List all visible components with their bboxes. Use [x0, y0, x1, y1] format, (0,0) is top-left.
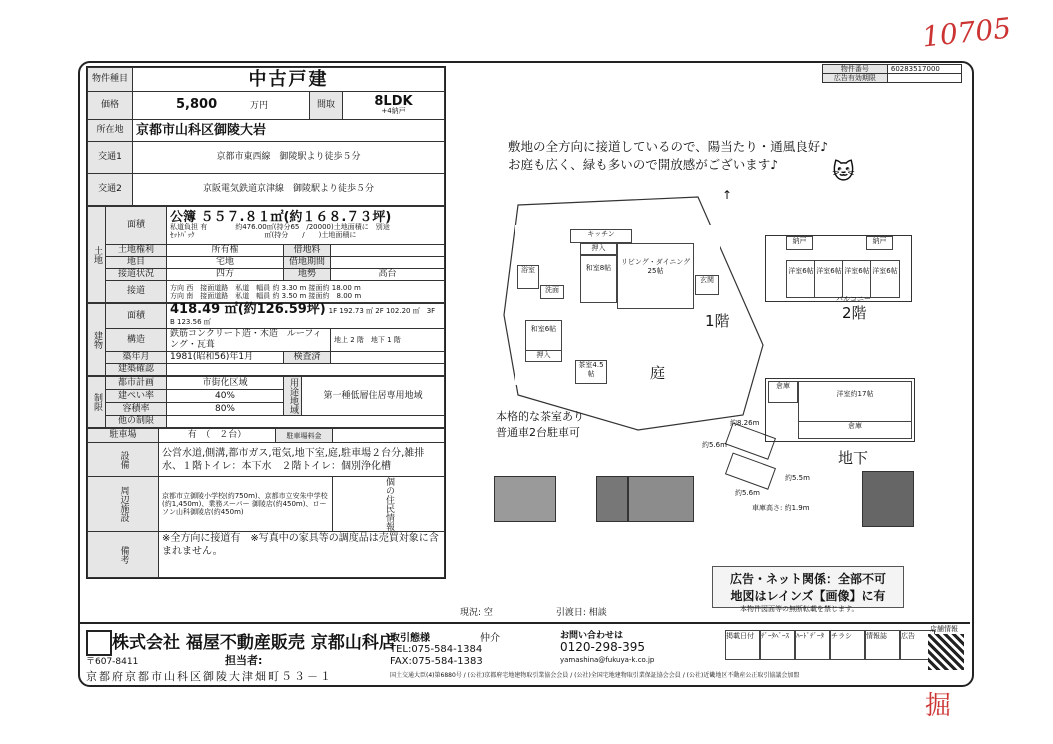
handover-value: 相談 — [588, 608, 607, 618]
lease-fee-value — [331, 245, 445, 257]
room-washitsu6: 和室6帖 — [525, 320, 562, 354]
land-area-label: 面積 — [106, 207, 167, 245]
parking-fee-label: 駐車場料金 — [276, 429, 333, 443]
id-box — [822, 64, 962, 83]
room-bath: 浴室 — [517, 265, 539, 289]
facilities-value: 公営水道,側溝,都市ガス,電気,地下室,庭,駐車場２台分,雑排水、１階トイレ：本下水 ２階トイレ：個別浄化槽 — [159, 443, 445, 477]
status-line — [460, 605, 607, 618]
land-area-main: 公簿 ５５７.８１㎡(約１６８.７３坪) — [170, 210, 392, 225]
photo-exterior — [494, 476, 556, 522]
license: 国土交通大臣(4)第6880号 / (公社)京都府宅地建物取引業協会会員 / (公社)全国宅地建物取引業保証協会会員 / (公社)近畿地区不動産公正取引協議会加盟 — [390, 672, 800, 679]
structure-value: 鉄筋コンクリート造・木造 ルーフィング・瓦葺 — [167, 329, 331, 352]
zone-value: 第一種低層住居専用地域 — [302, 377, 445, 416]
photo-washitsu — [596, 476, 628, 522]
structure-label: 構造 — [106, 329, 167, 352]
transport1-label: 交通1 — [88, 142, 133, 174]
compass-icon: ↑ — [722, 188, 733, 202]
room-washitsu8: 和室8帖 — [580, 255, 617, 303]
room-nando1: 納戸 — [786, 236, 813, 250]
price-value: 5,800 — [176, 97, 218, 112]
room-storage2: 倉庫 — [798, 421, 912, 439]
stamp-3: ﾊｰﾄﾞﾃﾞｰﾀ — [795, 630, 830, 660]
basement-label: 地下 — [838, 449, 869, 467]
room-oshiire1: 押入 — [580, 243, 617, 255]
lease-fee-label: 借地料 — [284, 245, 331, 257]
dim2: 約5.6m — [702, 441, 727, 449]
frontage-label: 接道状況 — [106, 269, 167, 281]
transport1-value: 京都市東西線 御陵駅より徒歩５分 — [133, 142, 445, 174]
other-value — [167, 416, 445, 428]
zone-label: 用途地域 — [284, 377, 302, 416]
id-label: 物件番号 — [823, 65, 888, 74]
email: yamashina@fukuya-k.co.jp — [560, 656, 655, 664]
building-area-label: 面積 — [106, 304, 167, 329]
stamp-6: 広告 — [900, 630, 935, 660]
regulation-section: 制限 — [88, 377, 106, 428]
ad-note: 本物件図面等の無断転載を禁じます。 — [740, 605, 859, 613]
terrain-value: 高台 — [331, 269, 445, 281]
facilities-label: 設備 — [88, 443, 159, 477]
inspection-label: 検査済 — [284, 352, 331, 364]
room-yoshitsu-c: 洋室6帖 — [842, 260, 872, 298]
company-name: 株式会社 福屋不動産販売 京都山科店 — [112, 633, 396, 653]
room-storage1: 倉庫 — [768, 381, 798, 403]
coverage-label: 建ぺい率 — [106, 390, 167, 403]
transport2-label: 交通2 — [88, 174, 133, 206]
dim4: 約5.6m — [735, 489, 760, 497]
city-plan-label: 都市計画 — [106, 377, 167, 390]
room-yoshitsu-b: 洋室6帖 — [814, 260, 844, 298]
catch-line2: お庭も広く、緑も多いので開放感がございます♪ — [508, 157, 779, 172]
parking-note: 普通車2台駐車可 — [496, 426, 580, 439]
room-yoshitsu-d: 洋室6帖 — [870, 260, 900, 298]
room-oshiire2: 押入 — [525, 350, 562, 362]
room-nando2: 納戸 — [866, 236, 893, 250]
id-value: 60283517000 — [887, 65, 961, 74]
far-value: 80% — [167, 403, 284, 416]
photo-garden — [862, 471, 914, 527]
ad-restriction-box — [712, 566, 904, 608]
handwritten-number: 10705 — [920, 11, 1013, 54]
agent-label: 担当者: — [225, 654, 263, 667]
coverage-value: 40% — [167, 390, 284, 403]
company-logo-icon — [86, 630, 112, 656]
layout-value: 8LDK — [374, 94, 413, 109]
handwritten-mark: 掘 — [925, 691, 952, 721]
room-yoshitsu-a: 洋室6帖 — [786, 260, 816, 298]
layout-label: 間取 — [310, 92, 343, 120]
floor1-label: 1階 — [705, 312, 730, 330]
photo-living — [628, 476, 694, 522]
garden-label: 庭 — [650, 364, 666, 382]
layout-sub: +4納戸 — [381, 107, 406, 115]
land-section: 土地 — [88, 207, 106, 303]
road-west: 方向 西 接面道路 私道 幅員 約 3.30 m 接面約 18.00 m — [170, 283, 361, 292]
parking-fee-value — [333, 429, 445, 443]
road-label: 接道 — [106, 281, 167, 303]
stamp-1: 掲載日付 — [725, 630, 760, 660]
floor1-plan — [515, 225, 720, 385]
parking-label: 駐車場 — [88, 429, 159, 443]
cat-illustration: 🐱 — [832, 160, 855, 185]
price-label: 価格 — [88, 92, 133, 120]
address-label: 所在地 — [88, 120, 133, 142]
inspection-value — [331, 352, 445, 364]
stay-label: 個の住民情報 — [333, 477, 445, 532]
parking-value: 有 （ ２台） — [159, 429, 276, 443]
catch-line1: 敷地の全方向に接道しているので、陽当たり・通風良好♪ — [508, 139, 829, 154]
mode-label: 取引態様 — [390, 633, 430, 644]
stories-value: 地上 2 階 地下 1 階 — [331, 329, 445, 352]
kind-label: 物件種目 — [88, 68, 133, 92]
notes-value: ※全方向に接道有 ※写真中の家具等の調度品は売買対象に含まれません。 — [159, 532, 445, 578]
mode-value: 仲介 — [480, 633, 500, 644]
building-section: 建物 — [88, 304, 106, 376]
ceiling-note: 車庫高さ: 約1.9m — [752, 504, 810, 512]
company-address: 京都府京都市山科区御陵大津畑町５３－１ — [86, 670, 333, 683]
far-label: 容積率 — [106, 403, 167, 416]
confirm-label: 建築確認 — [106, 364, 167, 376]
tea-note: 本格的な茶室あり — [496, 410, 584, 423]
stamp-5: 情報誌 — [865, 630, 900, 660]
address-value: 京都市山科区御陵大岩 — [133, 120, 445, 142]
land-private-road: 私道負担 有 約476.00㎡(持分65 /20000)土地面積に 別途 — [170, 223, 390, 231]
expiry-value — [887, 74, 961, 83]
road-south: 方向 南 接面道路 私道 幅員 約 3.50 m 接面約 8.00 m — [170, 291, 362, 300]
confirm-value — [167, 364, 445, 376]
room-kitchen: キッチン — [570, 229, 632, 243]
inquiry-label: お問い合わせは — [560, 631, 624, 641]
room-senmen: 洗面 — [540, 285, 564, 299]
rights-label: 土地権利 — [106, 245, 167, 257]
category-label: 地目 — [106, 257, 167, 269]
footer — [80, 622, 970, 686]
room-chashitsu: 茶室4.5帖 — [575, 360, 607, 384]
fax: FAX:075-584-1383 — [390, 656, 483, 667]
handover-label: 引渡日: — [555, 608, 586, 618]
postal: 〒607-8411 — [86, 657, 139, 667]
current-label: 現況: — [460, 608, 482, 618]
dim1: 約8.26m — [730, 419, 760, 427]
nearby-label: 周辺施設 — [88, 477, 159, 532]
other-label: 他の制限 — [106, 416, 167, 428]
room-living: リビング・ダイニング25帖 — [617, 243, 694, 309]
land-setback: ｾｯﾄﾊﾞｯｸ ㎡(持分 / )土地面積に — [170, 231, 357, 239]
tel: TEL:075-584-1384 — [390, 644, 483, 655]
property-table — [86, 66, 450, 579]
lease-term-value — [331, 257, 445, 269]
stamp-4: チラシ — [830, 630, 865, 660]
stamp-grid — [725, 630, 935, 660]
lease-term-label: 借地期間 — [284, 257, 331, 269]
frontage-value: 四方 — [167, 269, 284, 281]
room-yoshitsu17: 洋室約17帖 — [798, 381, 912, 429]
built-label: 築年月 — [106, 352, 167, 364]
nearby-value: 京都市立御陵小学校(約750m)、京都市立安朱中学校(約1,450m)、業務スーパー 御陵店(約450m)、ローソン山科御陵店(約450m) — [159, 477, 333, 532]
freedial: 0120-298-395 — [560, 640, 646, 654]
terrain-label: 地勢 — [284, 269, 331, 281]
rights-value: 所有権 — [167, 245, 284, 257]
building-floors: 1F 192.73 ㎡ 2F 102.20 ㎡ 3F B 123.56 ㎡ — [170, 307, 450, 326]
expiry-label: 広告有効期限 — [823, 74, 888, 83]
qr-code-icon — [928, 634, 964, 670]
category-value: 宅地 — [167, 257, 284, 269]
stamp-2: ﾃﾞｰﾀﾍﾞｰｽ — [760, 630, 795, 660]
room-entrance: 玄関 — [695, 275, 719, 295]
current-value: 空 — [483, 608, 493, 618]
catch-copy — [508, 138, 828, 174]
balcony-label: バルコニー — [836, 295, 871, 303]
ad-line2: 地図はレインズ【画像】に有 — [730, 589, 886, 603]
transport2-value: 京阪電気鉄道京津線 御陵駅より徒歩５分 — [133, 174, 445, 206]
building-area: 418.49 ㎡(約126.59坪) — [170, 302, 326, 317]
ad-line1: 広告・ネット関係：全部不可 — [729, 572, 886, 586]
floor2-plan — [765, 235, 912, 302]
built-value: 1981(昭和56)年1月 — [167, 352, 284, 364]
price-unit: 万円 — [250, 101, 269, 111]
qr-label: 店舗情報 — [930, 625, 958, 633]
notes-label: 備考 — [88, 532, 159, 578]
kind-value: 中古戸建 — [133, 68, 445, 92]
dim3: 約5.5m — [785, 474, 810, 482]
city-plan-value: 市街化区域 — [167, 377, 284, 390]
floor2-label: 2階 — [842, 304, 867, 322]
